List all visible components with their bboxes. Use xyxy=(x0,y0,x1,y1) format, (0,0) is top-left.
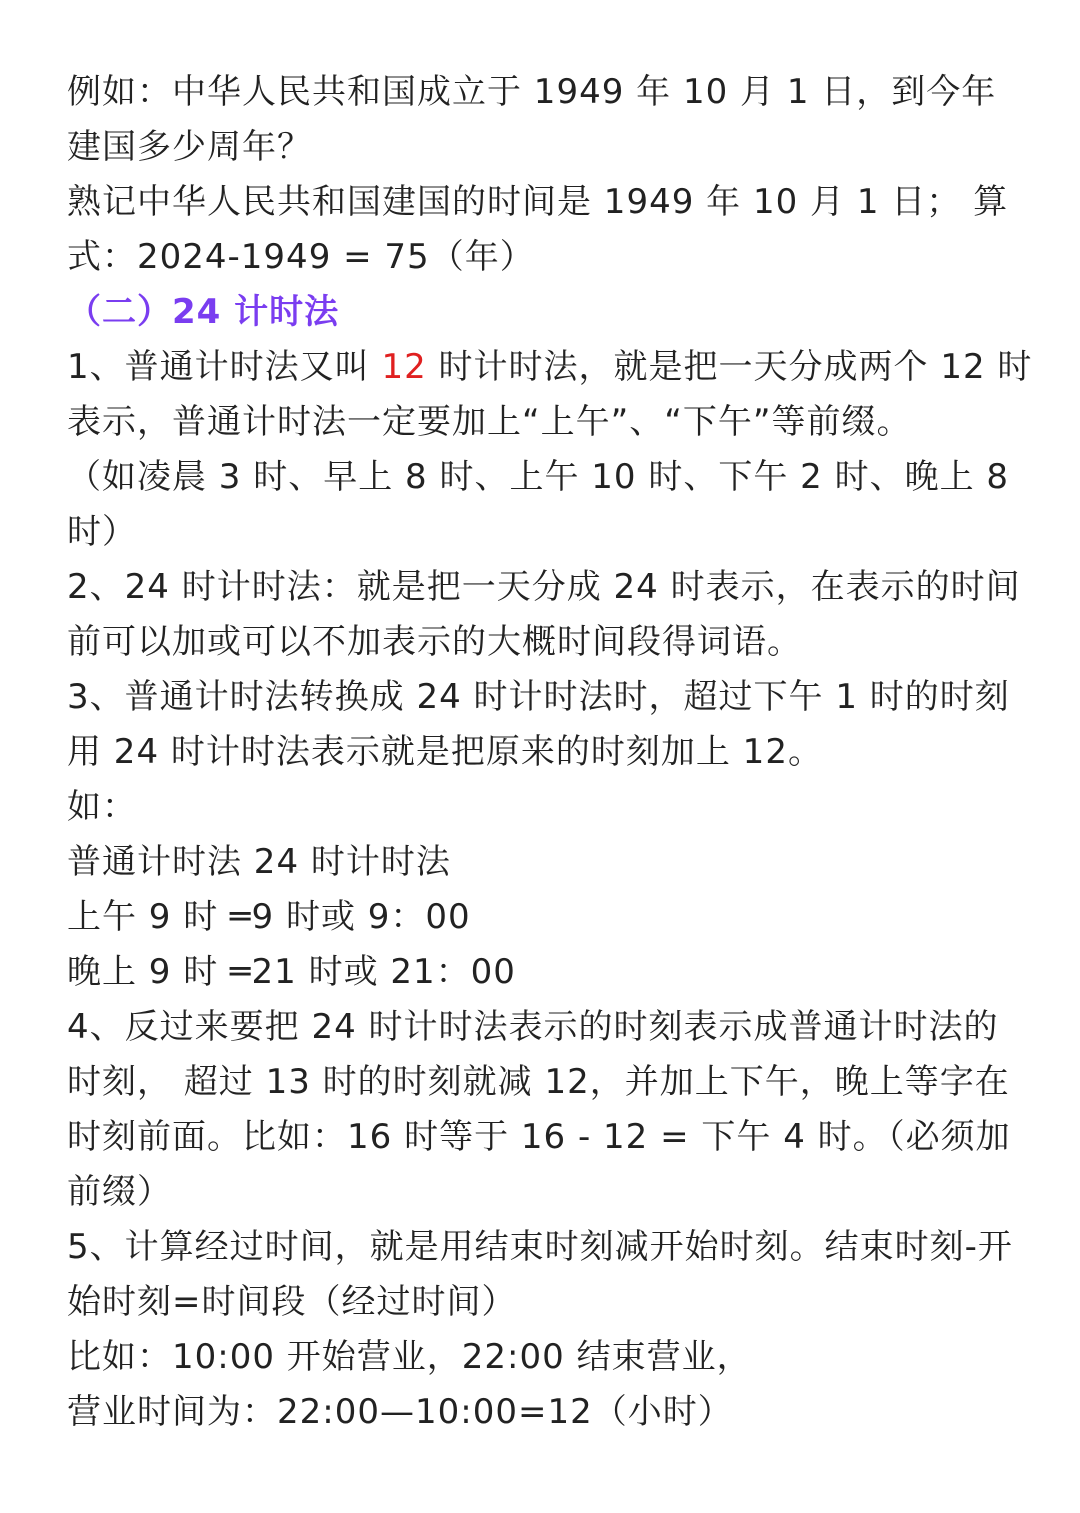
point-3-line-2: 用 24 时计时法表示就是把原来的时刻加上 12。 xyxy=(67,732,823,772)
point-1-line-2: 表示，普通计时法一定要加上“上午”、“下午”等前缀。 xyxy=(67,402,912,442)
example-morning-line: 上午 9 时 ═9 时或 9：00 xyxy=(67,897,471,937)
point-4-line-3: 时刻前面。比如：16 时等于 16 - 12 = 下午 4 时。（必须加 xyxy=(67,1117,1011,1157)
point-2-line-2: 前可以加或可以不加表示的大概时间段得词语。 xyxy=(67,622,802,662)
point-1-line-4: 时） xyxy=(67,512,137,552)
example-question-line-2: 建国多少周年？ xyxy=(67,127,312,167)
example-evening-line: 晚上 9 时 ═21 时或 21：00 xyxy=(67,952,516,992)
example-label: 如： xyxy=(67,787,137,827)
point-1-line-3: （如凌晨 3 时、早上 8 时、上午 10 时、下午 2 时、晚上 8 xyxy=(67,457,1010,497)
point-5-line-2: 始时刻=时间段（经过时间） xyxy=(67,1282,517,1322)
business-hours-result-line: 营业时间为：22:00—10:00=12（小时） xyxy=(67,1392,733,1432)
business-example-line: 比如：10:00 开始营业，22:00 结束营业， xyxy=(67,1337,752,1377)
point-1-text-post: 时计时法，就是把一天分成两个 12 时 xyxy=(426,347,1033,387)
point-3-line-1: 3、普通计时法转换成 24 时计时法时，超过下午 1 时的时刻 xyxy=(67,677,1010,717)
section-heading: （二）24 计时法 xyxy=(67,292,340,332)
point-2-line-1: 2、24 时计时法：就是把一天分成 24 时表示，在表示的时间 xyxy=(67,567,1021,607)
founding-date-line-1: 熟记中华人民共和国建国的时间是 1949 年 10 月 1 日； 算 xyxy=(67,182,1009,222)
point-1-text-pre: 1、普通计时法又叫 xyxy=(67,347,382,387)
point-4-line-4: 前缀） xyxy=(67,1172,172,1212)
point-1-line-1 xyxy=(67,347,1032,387)
point-5-line-1: 5、计算经过时间，就是用结束时刻减开始时刻。结束时刻-开 xyxy=(67,1227,1013,1267)
founding-date-line-2: 式：2024-1949 = 75（年） xyxy=(67,237,535,277)
point-4-line-1: 4、反过来要把 24 时计时法表示的时刻表示成普通计时法的 xyxy=(67,1007,999,1047)
point-4-line-2: 时刻， 超过 13 时的时刻就减 12，并加上下午，晚上等字在 xyxy=(67,1062,1010,1102)
example-header-line: 普通计时法 24 时计时法 xyxy=(67,842,451,882)
point-1-highlight-number: 12 xyxy=(381,347,427,387)
example-question-line-1: 例如：中华人民共和国成立于 1949 年 10 月 1 日，到今年 xyxy=(67,72,997,112)
